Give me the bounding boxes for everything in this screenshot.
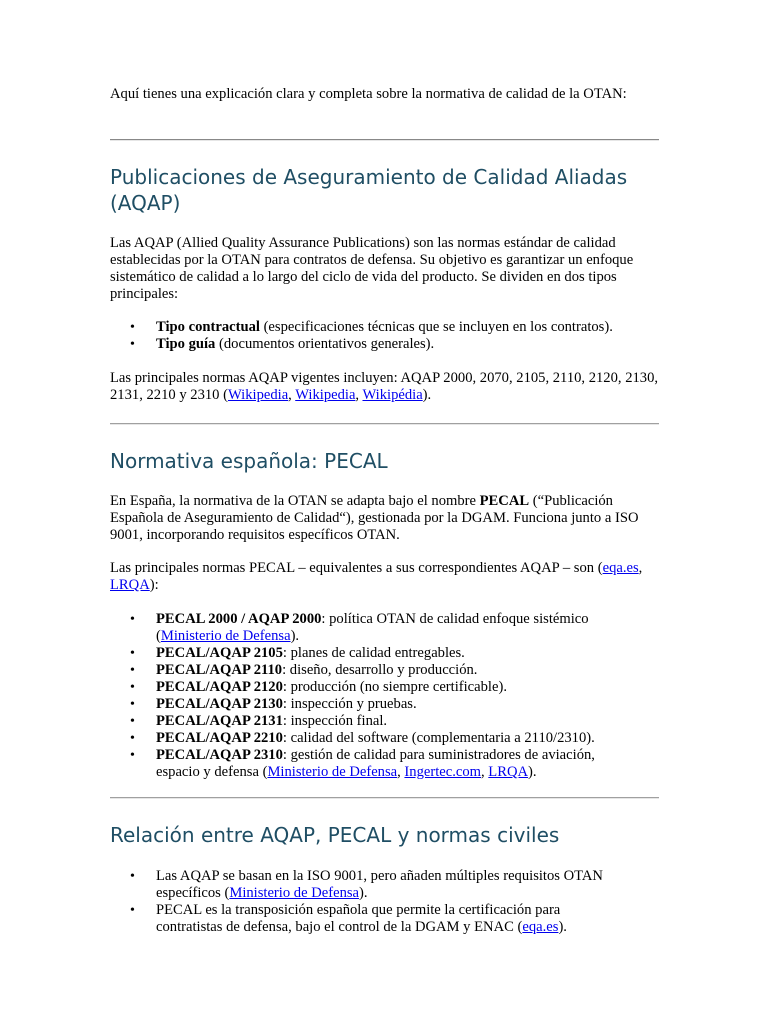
ministerio-defensa-link[interactable]: Ministerio de Defensa	[267, 764, 398, 780]
eqa-link[interactable]: eqa.es	[602, 560, 639, 576]
pecal-norms-list	[130, 611, 630, 781]
list-item	[130, 696, 630, 713]
list-item	[130, 336, 630, 353]
type-term: Tipo guía	[156, 336, 216, 352]
list-item	[130, 611, 630, 645]
closing-text: ).	[422, 387, 432, 403]
relacion-text: Las AQAP se basan en la ISO 9001, pero añaden múltiples requisitos OTAN específicos (	[156, 868, 603, 901]
closing-text: ).	[290, 628, 300, 644]
list-item	[130, 679, 630, 696]
closing-text: ).	[528, 764, 537, 780]
pecal-text: En España, la normativa de la OTAN se adapta bajo el nombre	[110, 493, 480, 509]
closing-text: ):	[149, 577, 159, 593]
separator: ,	[638, 560, 643, 576]
relacion-list	[130, 868, 630, 936]
wikipedia-link[interactable]: Wikipedia	[227, 387, 289, 403]
lrqa-link[interactable]: LRQA	[488, 764, 529, 780]
norm-text: : calidad del software (complementaria a 2110/2310).	[282, 730, 595, 746]
norm-text: : inspección final.	[282, 713, 388, 729]
wikipedia-link[interactable]: Wikipedia	[295, 387, 356, 403]
separator: ,	[355, 387, 363, 403]
list-item	[130, 662, 630, 679]
lrqa-link[interactable]: LRQA	[110, 577, 150, 593]
ingertec-link[interactable]: Ingertec.com	[404, 764, 481, 780]
norm-text: : política OTAN de calidad enfoque sistémico (	[156, 611, 589, 644]
ministerio-defensa-link[interactable]: Ministerio de Defensa	[229, 885, 360, 901]
section-divider	[110, 797, 659, 799]
closing-text: ).	[558, 919, 567, 935]
norm-text: : producción (no siempre certificable).	[282, 679, 507, 695]
norm-text: : gestión de calidad para suministradores de aviación, espacio y defensa (	[156, 747, 595, 780]
norm-term: PECAL/AQAP 2120	[156, 679, 283, 695]
list-item	[130, 747, 630, 781]
eqa-link[interactable]: eqa.es	[522, 919, 559, 935]
relacion-text: PECAL es la transposición española que permite la certificación para contratistas de defensa, bajo el control de la DGAM y ENAC (	[156, 902, 561, 935]
type-term: Tipo contractual	[156, 319, 260, 335]
norm-term: PECAL 2000 / AQAP 2000	[156, 611, 322, 627]
list-item	[130, 713, 630, 730]
ministerio-defensa-link[interactable]: Ministerio de Defensa	[160, 628, 291, 644]
pecal-term: PECAL	[479, 493, 530, 509]
aqap-description: Las AQAP (Allied Quality Assurance Publications) son las normas estándar de calidad establecidas por la OTAN para contratos de defensa. Su objetivo es garantizar un enfoque sistemático de calidad a lo largo del ciclo de vida del producto. Se dividen en dos tipos principales:	[110, 235, 634, 302]
pecal-paragraph-2	[110, 560, 660, 594]
aqap-vigentes-paragraph	[110, 370, 660, 404]
type-text: (especificaciones técnicas que se incluyen en los contratos).	[259, 319, 613, 335]
norm-term: PECAL/AQAP 2131	[156, 713, 283, 729]
list-item	[130, 868, 630, 902]
pecal-heading-text: Normativa española: PECAL	[110, 449, 388, 473]
aqap-heading: Publicaciones de Aseguramiento de Calidad Aliadas (AQAP)	[110, 165, 628, 215]
list-item	[130, 730, 630, 747]
relacion-heading-text: Relación entre AQAP, PECAL y normas civiles	[110, 823, 560, 847]
pecal-heading	[110, 448, 660, 476]
norm-text: : diseño, desarrollo y producción.	[282, 662, 478, 678]
list-item	[130, 902, 630, 936]
norm-term: PECAL/AQAP 2130	[156, 696, 283, 712]
pecal-text: (“Publicación Española de Aseguramiento de Calidad“), gestionada por la DGAM. Funciona junto a ISO 9001, incorporando requisitos específicos OTAN.	[110, 493, 639, 543]
aqap-types-list	[130, 319, 630, 353]
norm-term: PECAL/AQAP 2110	[156, 662, 283, 678]
vigentes-text: Las principales normas AQAP vigentes incluyen: AQAP 2000, 2070, 2105, 2110, 2120, 2130, 2131, 2210 y 2310 (	[110, 370, 659, 403]
type-text: (documentos orientativos generales).	[215, 336, 435, 352]
wikipedia-fr-link[interactable]: Wikipédia	[362, 387, 423, 403]
intro-paragraph: Aquí tienes una explicación clara y completa sobre la normativa de calidad de la OTAN:	[110, 86, 627, 102]
relacion-heading	[110, 822, 660, 850]
separator: ,	[397, 764, 405, 780]
norm-term: PECAL/AQAP 2105	[156, 645, 283, 661]
norm-text: : planes de calidad entregables.	[282, 645, 465, 661]
separator: ,	[288, 387, 296, 403]
list-item	[130, 645, 630, 662]
norm-term: PECAL/AQAP 2310	[156, 747, 283, 763]
section-divider	[110, 139, 659, 141]
separator: ,	[481, 764, 489, 780]
pecal-paragraph-1	[110, 493, 660, 544]
norm-text: : inspección y pruebas.	[282, 696, 417, 712]
norm-term: PECAL/AQAP 2210	[156, 730, 283, 746]
section-divider	[110, 423, 659, 425]
list-item	[130, 319, 630, 336]
closing-text: ).	[359, 885, 368, 901]
pecal-text: Las principales normas PECAL – equivalentes a sus correspondientes AQAP – son (	[110, 560, 603, 576]
